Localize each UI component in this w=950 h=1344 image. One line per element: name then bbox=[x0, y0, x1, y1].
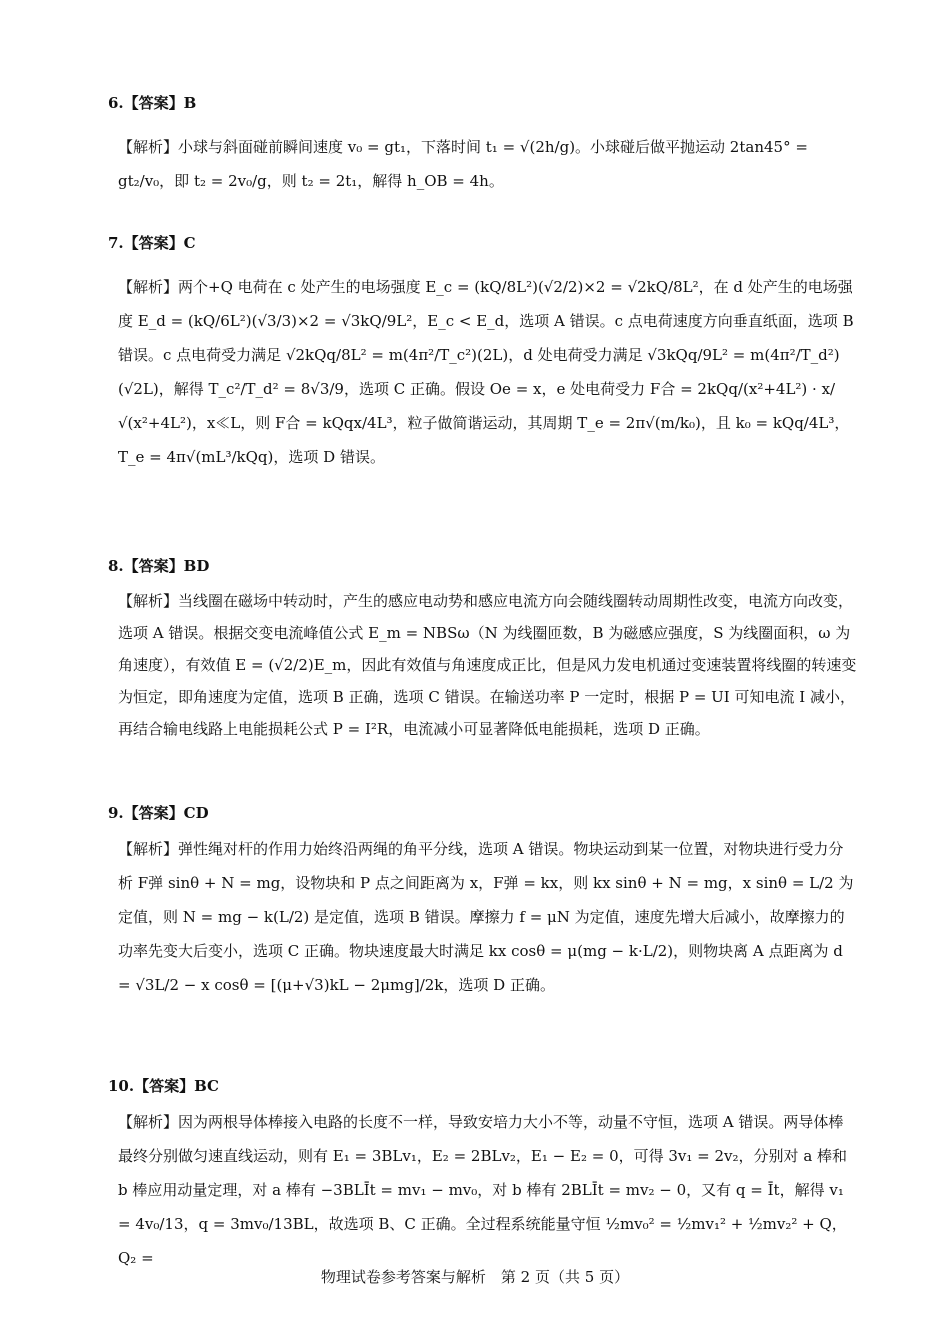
q10-analysis: 【解析】因为两根导体棒接入电路的长度不一样，导致安培力大小不等，动量不守恒，选项 A 错误。两导体棒最终分别做匀速直线运动，则有 E₁ = 3BLv₁，E₂ = 2BLv₂，E₁ − E₂ = 0，可得 3v₁ = 2v₂，分别对 a 棒和 b 棒应用动量定理，对 a 棒有 −3BLĪt = mv₁ − mv₀，对 b 棒有 2BLĪt = mv₂ − 0，又有 q = Īt，解得 v₁ = 4v₀/13，q = 3mv₀/13BL，故选项 B、C 正确。全过程系统能量守恒 ½mv₀² = ½mv₁² + ½mv₂² + Q，Q₂ = bbox=[118, 1113, 848, 1267]
q6-answer: 6.【答案】B bbox=[108, 94, 197, 112]
q8-analysis: 【解析】当线圈在磁场中转动时，产生的感应电动势和感应电流方向会随线圈转动周期性改变，电流方向改变，选项 A 错误。根据交变电流峰值公式 E_m = NBSω（N 为线圈匝数，B 为磁感应强度，S 为线圈面积，ω 为角速度），有效值 E = (√2/2)E_m，因此有效值与角速度成正比，但是风力发电机通过变速装置将线圈的转速变为恒定，即角速度为定值，选项 B 正确，选项 C 错误。在输送功率 P 一定时，根据 P = UI 可知电流 I 减小，再结合输电线路上电能损耗公式 P = I²R，电流减小可显著降低电能损耗，选项 D 正确。 bbox=[118, 592, 857, 738]
q6-analysis: 【解析】小球与斜面碰前瞬间速度 v₀ = gt₁，下落时间 t₁ = √(2h/g)。小球碰后做平抛运动 2tan45° = gt₂/v₀，即 t₂ = 2v₀/g，则 t₂ = 2t₁，解得 h_OB = 4h。 bbox=[118, 138, 808, 190]
q8-answer: 8.【答案】BD bbox=[108, 557, 210, 575]
page-footer: 物理试卷参考答案与解析 第 2 页（共 5 页） bbox=[320, 1268, 630, 1286]
q7-analysis: 【解析】两个+Q 电荷在 c 处产生的电场强度 E_c = (kQ/8L²)(√2/2)×2 = √2kQ/8L²，在 d 处产生的电场强度 E_d = (kQ/6L²)(√3/3)×2 = √3kQ/9L²，E_c < E_d，选项 A 错误。c 点电荷速度方向垂直纸面，选项 B 错误。c 点电荷受力满足 √2kQq/8L² = m(4π²/T_c²)(2L)，d 处电荷受力满足 √3kQq/9L² = m(4π²/T_d²)(√2L)，解得 T_c²/T_d² = 8√3/9，选项 C 正确。假设 Oe = x，e 处电荷受力 F合 = 2kQq/(x²+4L²) · x/√(x²+4L²)，x≪L，则 F合 = kQqx/4L³，粒子做简谐运动，其周期 T_e = 2π√(m/k₀)，且 k₀ = kQq/4L³，T_e = 4π√(mL³/kQq)，选项 D 错误。 bbox=[118, 278, 854, 466]
q7-answer: 7.【答案】C bbox=[108, 234, 196, 252]
q9-answer: 9.【答案】CD bbox=[108, 804, 209, 822]
q10-answer: 10.【答案】BC bbox=[108, 1077, 219, 1095]
q9-analysis: 【解析】弹性绳对杆的作用力始终沿两绳的角平分线，选项 A 错误。物块运动到某一位置，对物块进行受力分析 F弹 sinθ + N = mg，设物块和 P 点之间距离为 x，F弹 = kx，则 kx sinθ + N = mg，x sinθ = L/2 为定值，则 N = mg − k(L/2) 是定值，选项 B 错误。摩擦力 f = μN 为定值，速度先增大后减小，故摩擦力的功率先变大后变小，选项 C 正确。物块速度最大时满足 kx cosθ = μ(mg − k·L/2)，则物块离 A 点距离为 d = √3L/2 − x cosθ = [(μ+√3)kL − 2μmg]/2k，选项 D 正确。 bbox=[118, 840, 854, 994]
